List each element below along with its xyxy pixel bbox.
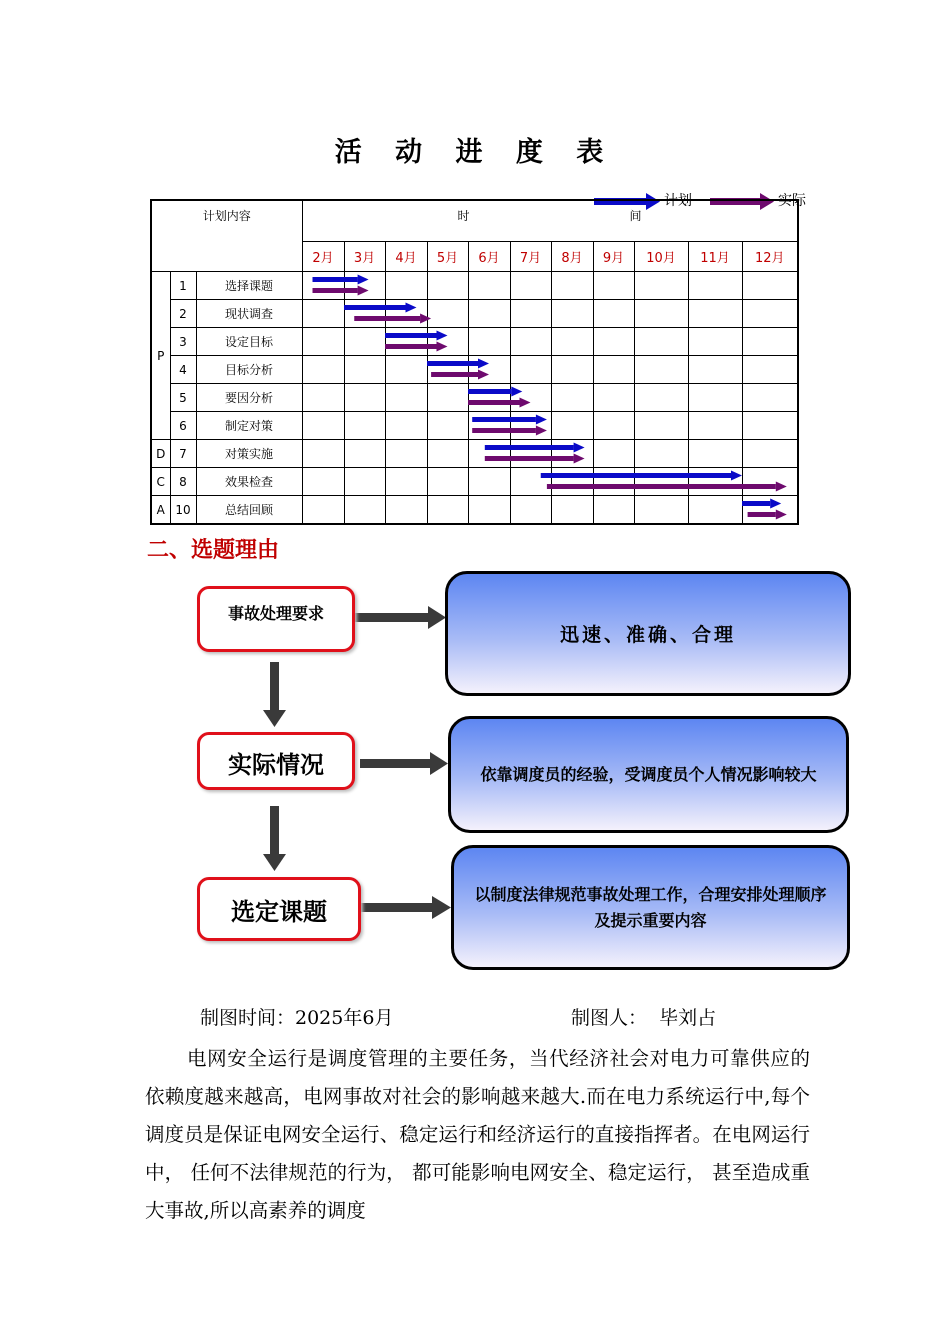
- task-no: 8: [170, 468, 196, 496]
- month-header: 2月: [302, 242, 344, 272]
- arrow-right-1: [355, 613, 430, 622]
- task-name: 选择课题: [196, 272, 302, 300]
- body-paragraph: 电网安全运行是调度管理的主要任务，当代经济社会对电力可靠供应的依赖度越来越高，电网事故对社会的影响越来越大.而在电力系统运行中,每个调度员是保证电网安全运行、稳定运行和经济运行的直接指挥者。在电网运行中， 任何不法律规范的行为， 都可能影响电网安全、稳定运行， 甚至造成重大事故,所以高素养的调度: [145, 1047, 810, 1222]
- task-name: 总结回顾: [196, 496, 302, 525]
- task-name: 设定目标: [196, 328, 302, 356]
- task-name: 效果检查: [196, 468, 302, 496]
- month-header: 6月: [468, 242, 510, 272]
- flow-result-box-3: 以制度法律规范事故处理工作，合理安排处理顺序及提示重要内容: [451, 845, 850, 970]
- month-header: 12月: [742, 242, 798, 272]
- month-header: 8月: [551, 242, 593, 272]
- phase-label-a: A: [151, 496, 170, 525]
- phase-label-p: P: [151, 272, 170, 440]
- flow-result-box-1: 迅速、准确、合理: [445, 571, 851, 696]
- legend-actual-label: 实际: [778, 193, 806, 209]
- chart-author: 制图人： 毕刘占: [571, 1007, 717, 1029]
- task-no: 4: [170, 356, 196, 384]
- month-header: 7月: [510, 242, 551, 272]
- arrow-right-1-head: [428, 606, 446, 629]
- flow-box-accident-requirement: 事故处理要求: [197, 586, 355, 652]
- task-no: 7: [170, 440, 196, 468]
- month-header: 9月: [593, 242, 634, 272]
- chart-date: 制图时间：2025年6月: [200, 1007, 394, 1029]
- task-no: 3: [170, 328, 196, 356]
- arrow-right-3: [360, 903, 434, 912]
- task-no: 5: [170, 384, 196, 412]
- arrow-down-1-head: [263, 710, 286, 727]
- month-header: 11月: [688, 242, 742, 272]
- month-header: 4月: [385, 242, 427, 272]
- task-no: 1: [170, 272, 196, 300]
- task-name: 现状调查: [196, 300, 302, 328]
- arrow-down-2-head: [263, 854, 286, 871]
- task-name: 对策实施: [196, 440, 302, 468]
- arrow-right-2-head: [430, 752, 448, 775]
- section-heading: 二、选题理由: [147, 538, 280, 563]
- page-title: 活 动 进 度 表: [334, 137, 616, 168]
- task-name: 目标分析: [196, 356, 302, 384]
- month-header: 5月: [427, 242, 468, 272]
- task-no: 2: [170, 300, 196, 328]
- header-plan-content: 计划内容: [151, 200, 302, 272]
- task-no: 10: [170, 496, 196, 525]
- task-no: 6: [170, 412, 196, 440]
- month-header: 3月: [344, 242, 385, 272]
- header-time-char-2: 间: [629, 209, 642, 223]
- phase-label-d: D: [151, 440, 170, 468]
- arrow-down-2: [270, 806, 279, 856]
- flow-box-selected-topic: 选定课题: [197, 877, 361, 941]
- arrow-right-2: [360, 759, 432, 768]
- arrow-down-1: [270, 662, 279, 712]
- arrow-right-3-head: [432, 896, 451, 919]
- header-time-char-1: 时: [457, 209, 470, 223]
- task-name: 制定对策: [196, 412, 302, 440]
- task-name: 要因分析: [196, 384, 302, 412]
- month-header: 10月: [634, 242, 688, 272]
- phase-label-c: C: [151, 468, 170, 496]
- flow-result-box-2: 依靠调度员的经验，受调度员个人情况影响较大: [448, 716, 849, 833]
- flow-box-actual-situation: 实际情况: [197, 732, 355, 790]
- legend-plan-label: 计划: [664, 193, 692, 209]
